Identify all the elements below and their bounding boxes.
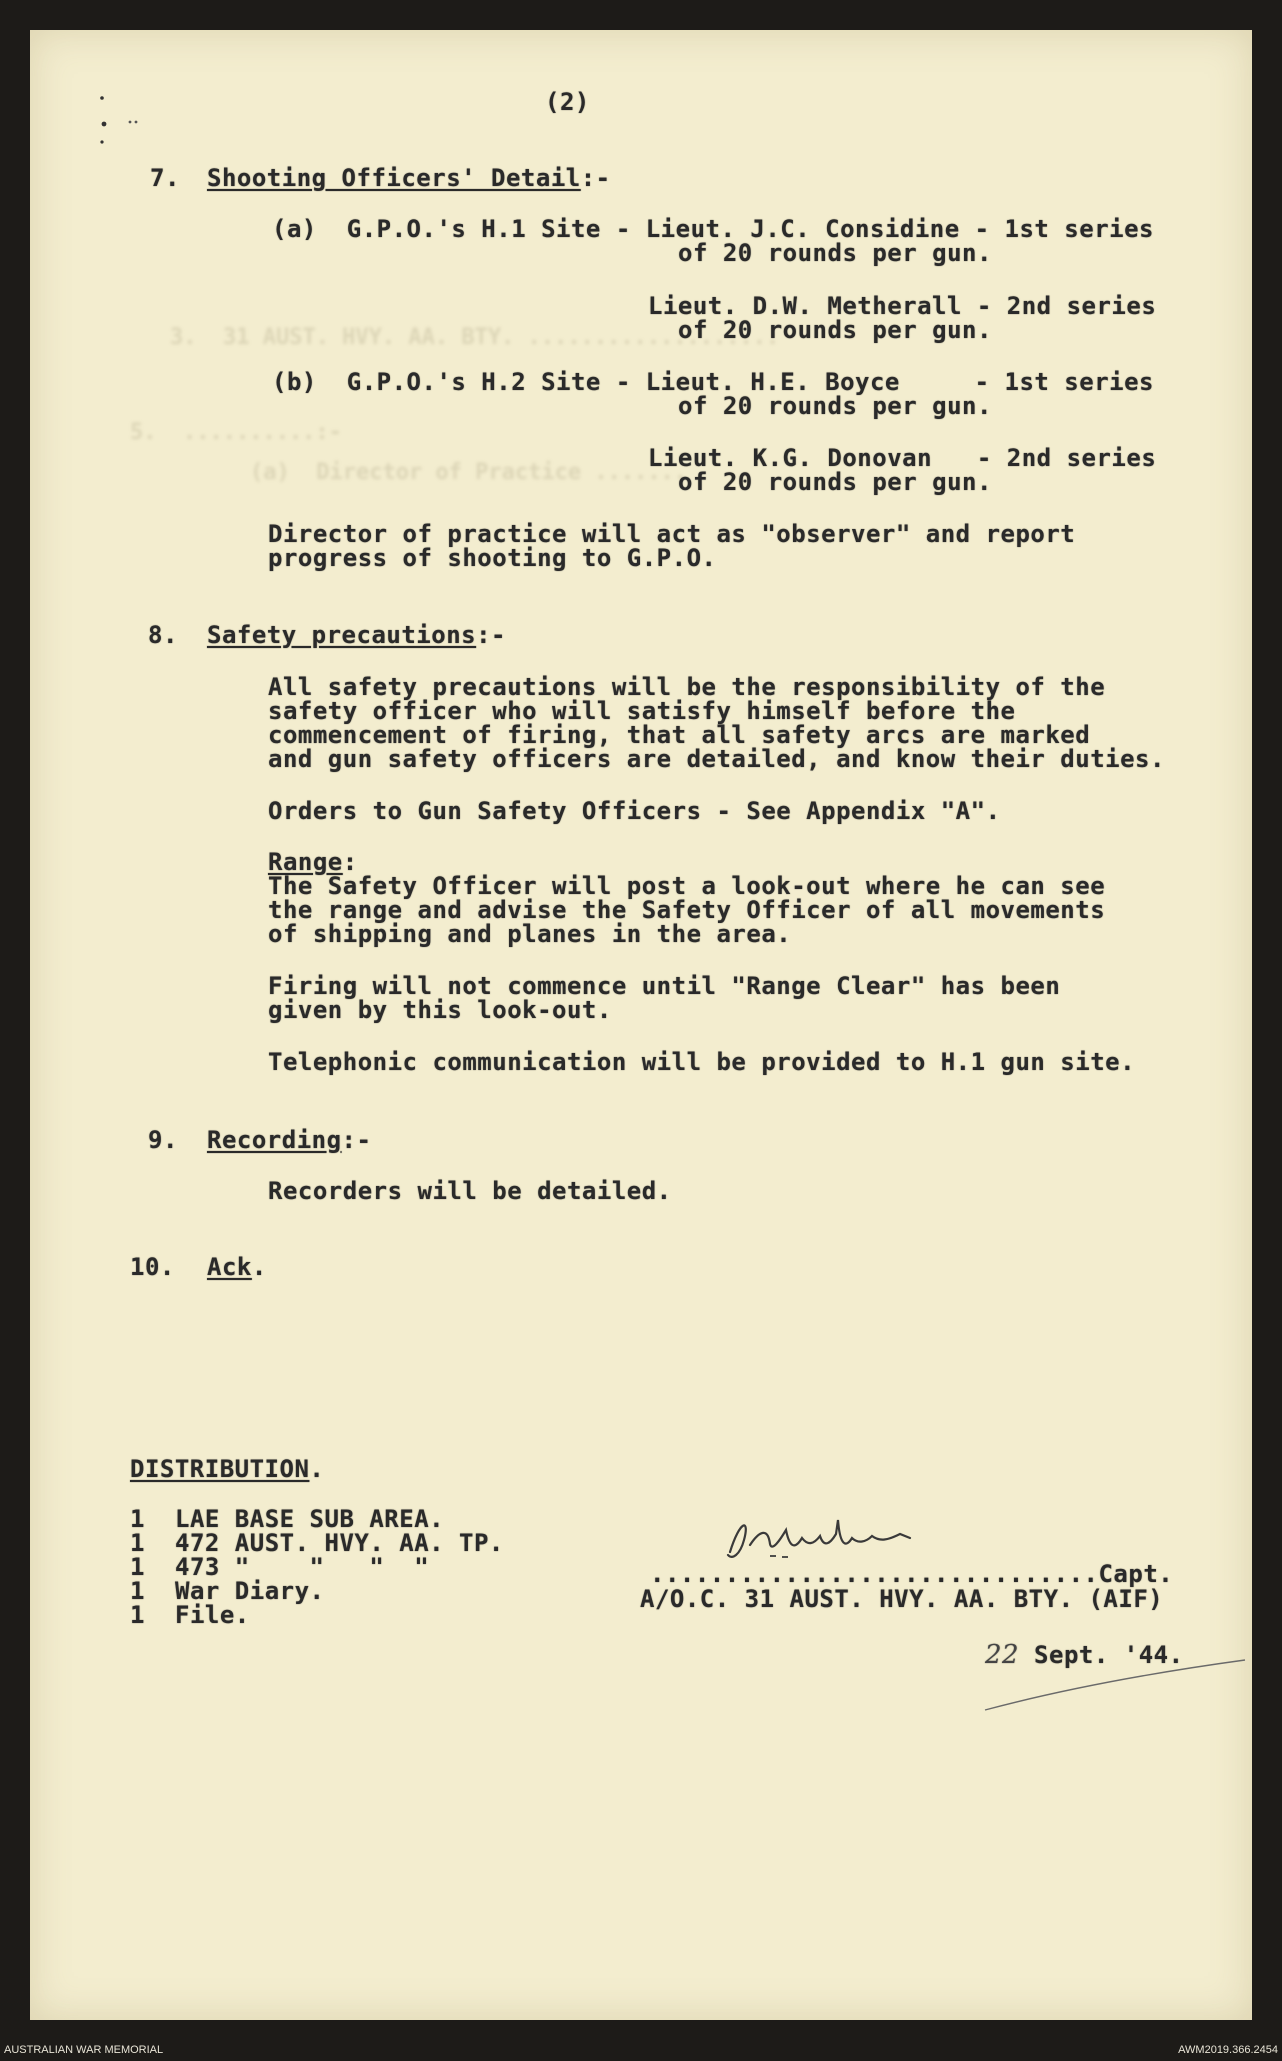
- telephone-line: Telephonic communication will be provided to H.1 gun site.: [268, 1048, 1136, 1076]
- section-10-heading-suffix: .: [251, 1253, 267, 1281]
- section-7-heading: [207, 164, 611, 192]
- range-line-2: the range and advise the Safety Officer of all movements: [268, 896, 1106, 924]
- footer-accession: AWM2019.366.2454: [1178, 2044, 1278, 2056]
- date-handwritten: 22: [985, 1640, 1020, 1670]
- section-9-heading: [207, 1126, 371, 1154]
- safety-para-line-2: safety officer who will satisfy himself before the: [268, 697, 1016, 725]
- distribution-count: 1: [130, 1529, 145, 1557]
- section-7b-line-2: of 20 rounds per gun.: [678, 392, 992, 420]
- director-line-2: progress of shooting to G.P.O.: [268, 544, 717, 572]
- recording-text: Recorders will be detailed.: [268, 1177, 672, 1205]
- range-heading-suffix: :: [342, 848, 358, 876]
- distribution-heading-suffix: .: [309, 1455, 325, 1483]
- firing-line-1: Firing will not commence until "Range Clear" has been: [268, 972, 1061, 1000]
- distribution-item: 473 " " " ": [175, 1553, 430, 1581]
- section-9-heading-text: Recording: [207, 1126, 342, 1154]
- distribution-item: File.: [175, 1601, 250, 1629]
- section-7a-line-1: (a) G.P.O.'s H.1 Site - Lieut. J.C. Considine - 1st series: [272, 215, 1155, 243]
- bleed-through: 3. 31 AUST. HVY. AA. BTY. ...................: [170, 325, 780, 350]
- safety-para-line-1: All safety precautions will be the responsibility of the: [268, 673, 1106, 701]
- section-9-heading-suffix: :-: [341, 1126, 372, 1154]
- section-7-heading-suffix: :-: [580, 164, 611, 192]
- distribution-count: 1: [130, 1601, 145, 1629]
- director-line-1: Director of practice will act as "observer" and report: [268, 520, 1076, 548]
- range-heading-text: Range: [268, 848, 343, 876]
- distribution-count: 1: [130, 1505, 145, 1533]
- punch-marks: [90, 90, 140, 150]
- bleed-through: 5. ..........:-: [130, 420, 342, 445]
- distribution-heading: [130, 1455, 324, 1483]
- distribution-heading-text: DISTRIBUTION: [130, 1455, 310, 1483]
- firing-line-2: given by this look-out.: [268, 996, 612, 1024]
- section-10-heading-text: Ack: [207, 1253, 252, 1281]
- section-7b-line-1: (b) G.P.O.'s H.2 Site - Lieut. H.E. Boyce - 1st series: [272, 368, 1155, 396]
- range-line-3: of shipping and planes in the area.: [268, 920, 792, 948]
- signature-unit: A/O.C. 31 AUST. HVY. AA. BTY. (AIF): [640, 1585, 1164, 1613]
- section-7a-line-2: of 20 rounds per gun.: [678, 239, 992, 267]
- page-number: (2): [545, 88, 590, 116]
- distribution-item: 472 AUST. HVY. AA. TP.: [175, 1529, 504, 1557]
- section-7-heading-text: Shooting Officers' Detail: [207, 164, 581, 192]
- section-9-number: 9.: [148, 1126, 178, 1154]
- pencil-stroke: [980, 1655, 1250, 1715]
- distribution-count: 1: [130, 1577, 145, 1605]
- footer-institution: AUSTRALIAN WAR MEMORIAL: [4, 2044, 164, 2056]
- distribution-item: LAE BASE SUB AREA.: [175, 1505, 445, 1533]
- signature-dots-rank: ..............................Capt.: [650, 1560, 1174, 1588]
- safety-para-line-4: and gun safety officers are detailed, and know their duties.: [268, 745, 1165, 773]
- section-7b-line-4: of 20 rounds per gun.: [678, 468, 992, 496]
- safety-para-line-3: commencement of firing, that all safety arcs are marked: [268, 721, 1091, 749]
- section-8-heading: [207, 621, 506, 649]
- section-8-heading-text: Safety precautions: [207, 621, 477, 649]
- distribution-count: 1: [130, 1553, 145, 1581]
- bleed-through: (a) Director of Practice .......: [250, 460, 688, 485]
- section-7a-line-3: Lieut. D.W. Metherall - 2nd series: [648, 292, 1157, 320]
- section-8-heading-suffix: :-: [476, 621, 506, 649]
- gun-safety-orders: Orders to Gun Safety Officers - See Appendix "A".: [268, 797, 1001, 825]
- section-10-heading: [207, 1253, 267, 1281]
- date-typed: Sept. '44.: [1019, 1641, 1184, 1669]
- section-8-number: 8.: [148, 621, 178, 649]
- distribution-item: War Diary.: [175, 1577, 325, 1605]
- range-line-1: The Safety Officer will post a look-out where he can see: [268, 872, 1106, 900]
- document-page: [30, 30, 1252, 2020]
- section-7-number: 7.: [150, 164, 180, 192]
- section-7b-line-3: Lieut. K.G. Donovan - 2nd series: [648, 444, 1157, 472]
- section-10-number: 10.: [130, 1253, 175, 1281]
- section-7a-line-4: of 20 rounds per gun.: [678, 316, 992, 344]
